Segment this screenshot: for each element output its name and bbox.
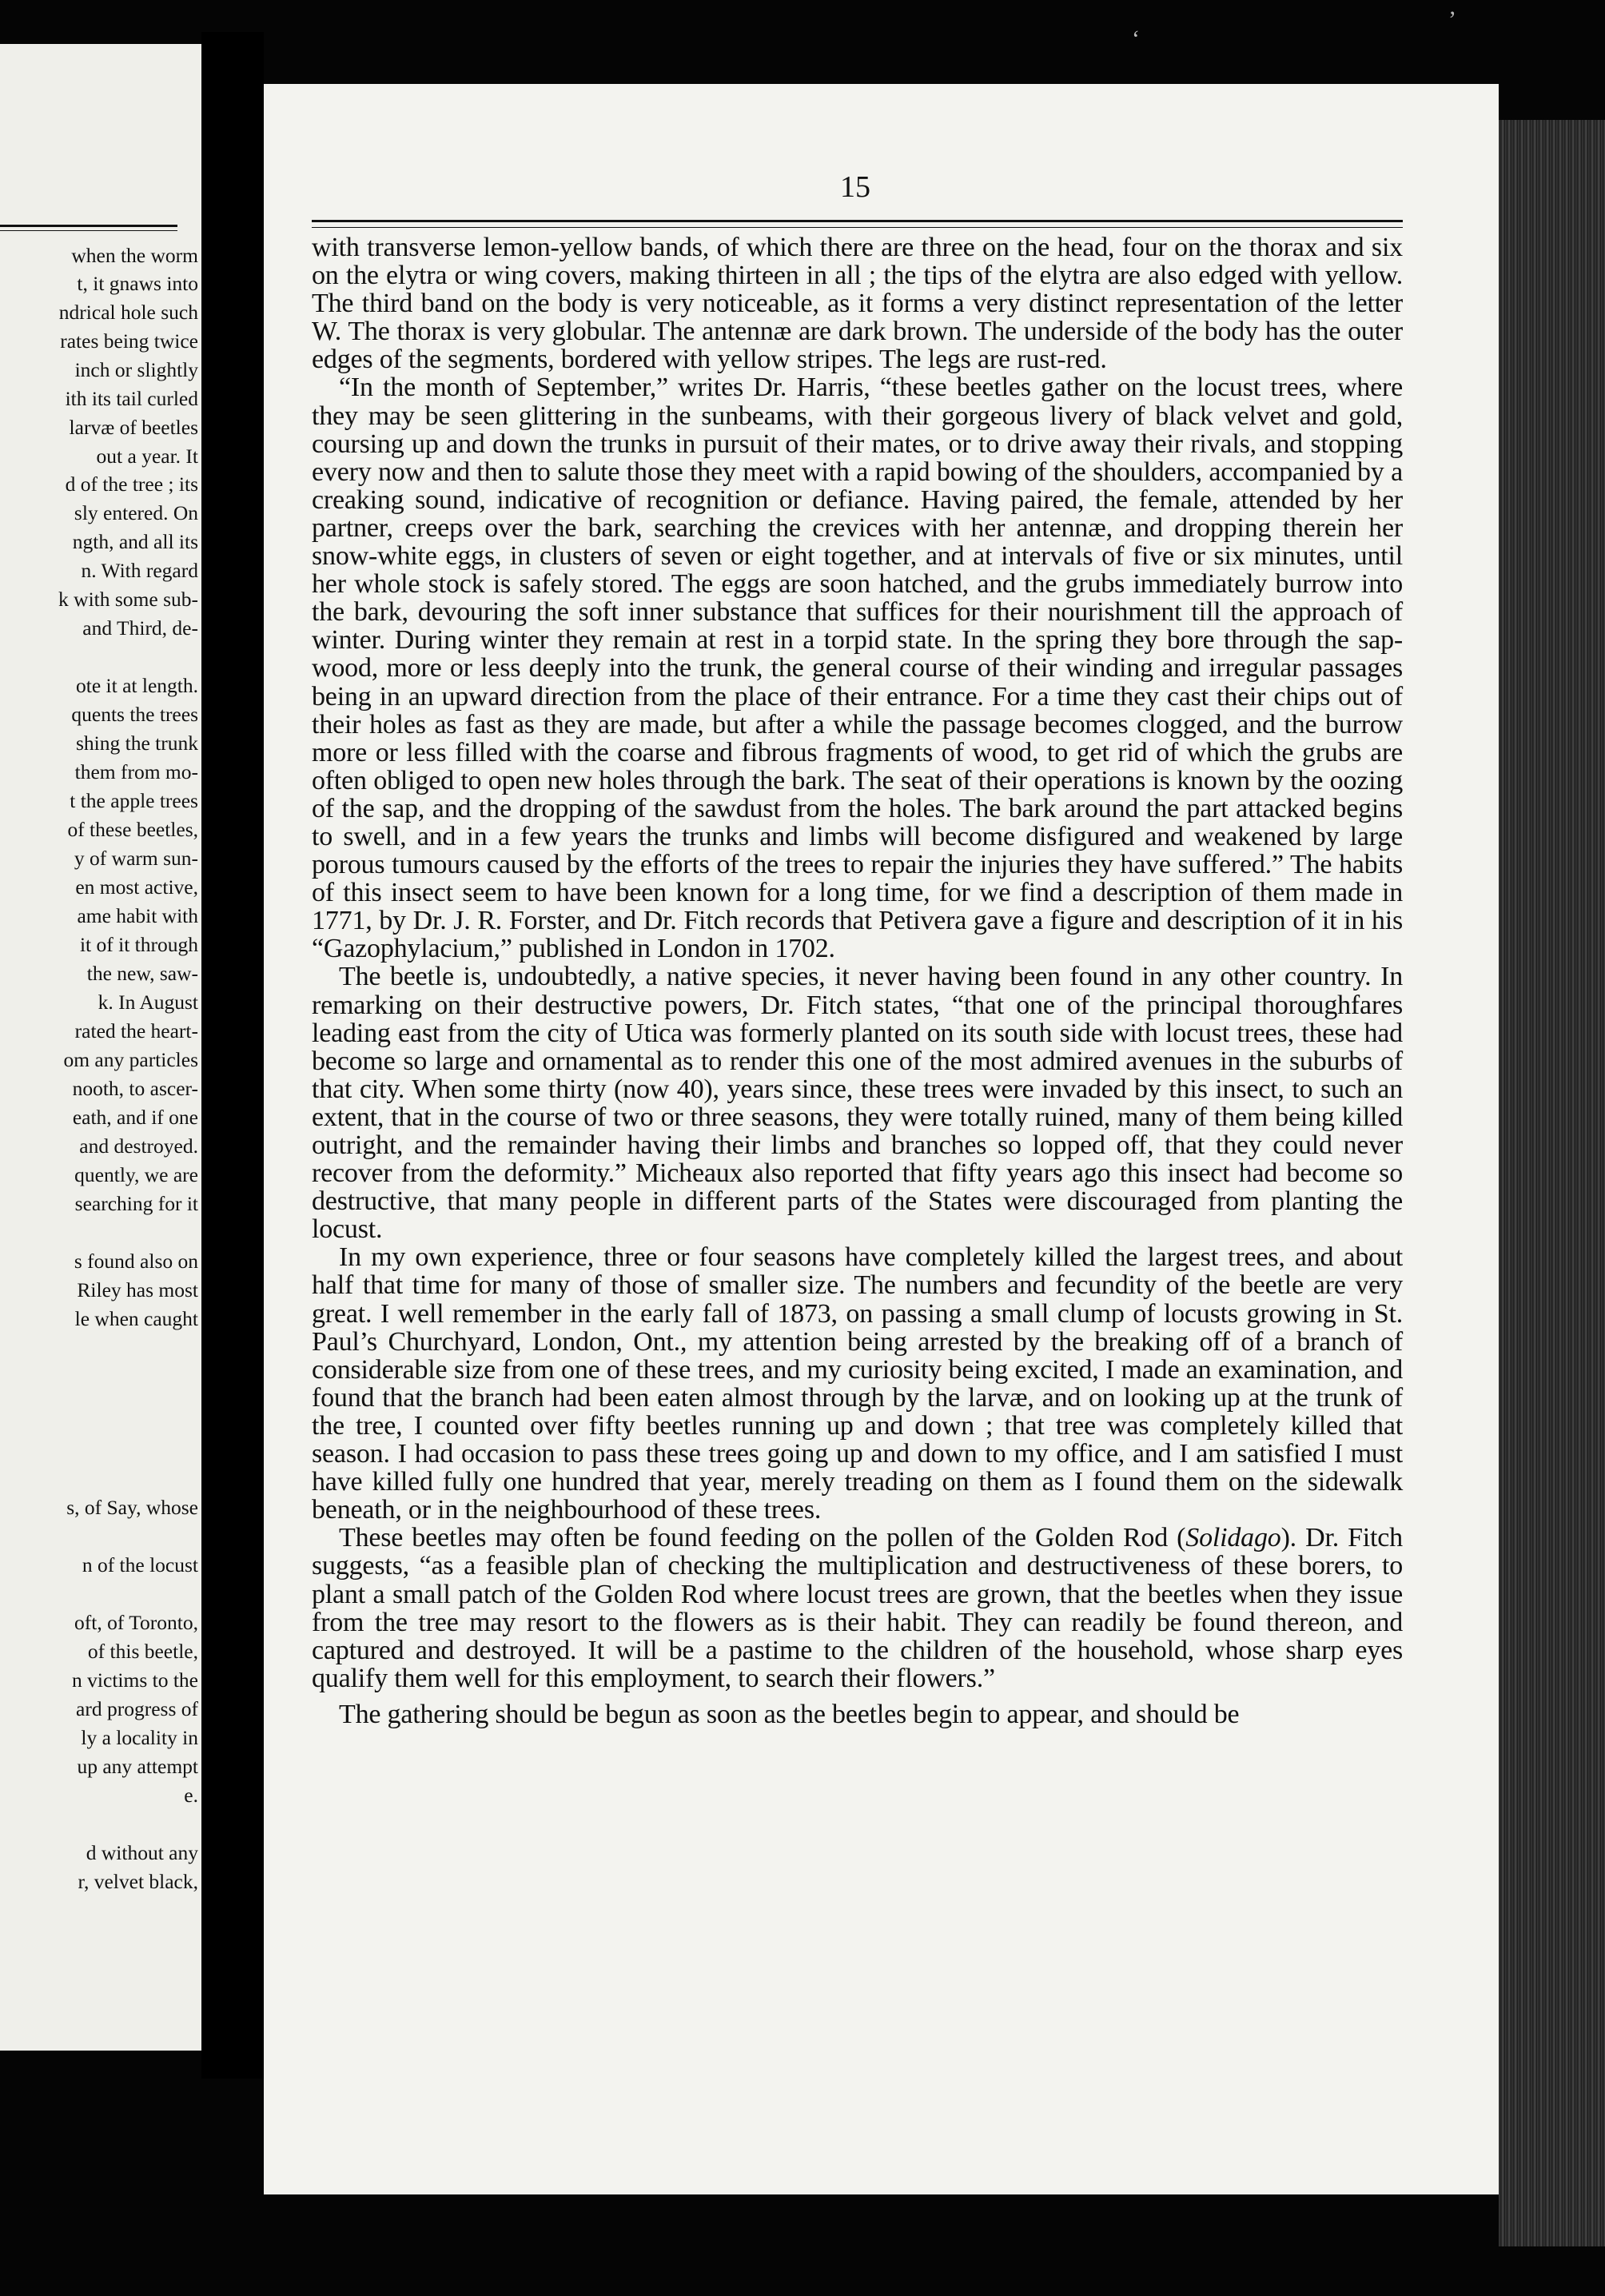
paragraph: The gathering should be begun as soon as the beetles begin to appear, and should be [339, 1699, 1240, 1729]
main-text [312, 233, 1403, 1728]
left-page-line: en most active, [75, 875, 198, 899]
left-page-line: rates being twice [60, 329, 198, 353]
paragraph [312, 1524, 1403, 1692]
left-page-line: ith its tail curled [65, 387, 198, 410]
page-edges [1499, 120, 1605, 2246]
left-page-line: the new, saw- [86, 962, 198, 985]
left-page-line: n victims to the [72, 1668, 198, 1692]
left-page-line: and destroyed. [79, 1134, 198, 1158]
left-page-fragment [0, 44, 201, 2051]
paragraph-text: These beetles may often be found feeding on the pollen of the Golden Rod ( [339, 1523, 1186, 1553]
left-page-line: up any attempt [77, 1755, 198, 1778]
header-rule [312, 220, 1403, 222]
left-page-line: d without any [86, 1841, 198, 1864]
left-page-line: ndrical hole such [58, 301, 198, 324]
left-page-line: t the apple trees [70, 789, 198, 812]
left-page-line: ame habit with [77, 904, 198, 927]
left-page-line: oft, of Toronto, [74, 1611, 198, 1634]
left-page-line: ote it at length. [76, 674, 198, 697]
left-page-line: of this beetle, [87, 1640, 198, 1663]
left-page-rule [0, 225, 177, 231]
left-page-line: when the worm [71, 244, 198, 267]
left-page-line: larvæ of beetles [69, 416, 198, 439]
left-page-line: n of the locust [82, 1553, 198, 1577]
italic-term: Solidago [1185, 1523, 1281, 1553]
left-page-line: k with some sub- [58, 588, 198, 611]
paragraph: The beetle is, undoubtedly, a native species, it never having been found in any other country. In remarking on their destructive powers, Dr. Fitch states, “that one of the principal thoroughfares leading east from the city of Utica was formerly planted on its south side with locust trees, these had become so large and ornamental as to render this one of the most admired avenues in the suburbs of that city. When some thirty (now 40), years since, these trees were invaded by this insect, to such an extent, that in the course of two or three seasons, they were totally ruined, many of them being killed outright, and the remainder having their limbs and branches so lopped off, that they could never recover from the deformity.” Micheaux also reported that fifty years ago this insect had become so destructive, that many people in different parts of the States were discouraged from planting the locust. [312, 962, 1403, 1245]
left-page-line: quents the trees [71, 703, 198, 726]
page-number: 15 [840, 170, 870, 204]
left-page-line: out a year. It [96, 444, 198, 468]
left-page-line: ngth, and all its [72, 530, 198, 553]
left-page-line: it of it through [79, 933, 198, 956]
left-page-line: and Third, de- [82, 616, 198, 640]
left-page-line: r, velvet black, [78, 1870, 198, 1893]
left-page-line: Riley has most [77, 1278, 198, 1301]
book-gutter [201, 32, 264, 2079]
left-page-line: om any particles [63, 1048, 198, 1071]
left-page-line: inch or slightly [74, 358, 198, 381]
left-page-line: shing the trunk [76, 731, 198, 755]
left-page-line: e. [184, 1784, 198, 1807]
paragraph: “In the month of September,” writes Dr. Harris, “these beetles gather on the locust trees, where they may be seen glittering in the sunbeams, with their gorgeous livery of black velvet and gold, coursing up and down the trunks in pursuit of their mates, or to drive away their rivals, and stopping every now and then to salute those they meet with a rapid bowing of the shoulders, accompanied by a creaking sound, indicative of recognition or defiance. Having paired, the female, attended by her partner, creeps over the bark, searching the crevices with her antennæ, and dropping therein her snow-white eggs, in clusters of seven or eight together, and at intervals of five or six minutes, until her whole stock is safely stored. The eggs are soon hatched, and the grubs immediately burrow into the bark, devouring the soft inner substance that suffices for their nourishment till the approach of winter. During winter they remain at rest in a torpid state. In the spring they bore through the sap-wood, more or less deeply into the trunk, the general course of their winding and irregular passages being in an upward direction from the place of their entrance. For a time they cast their chips out of their holes as fast as they are made, but after a while the passage becomes clogged, and the burrow more or less filled with the coarse and fibrous fragments of wood, to get rid of which the grubs are often obliged to open new holes through the bark. The seat of their operations is known by the oozing of the sap, and the dropping of the sawdust from the holes. The bark around the part attacked begins to swell, and in a few years the trunks and limbs will become disfigured and weakened by large porous tumours caused by the efforts of the trees to repair the injuries they have suffered.” The habits of this insect seem to have been known for a long time, for we find a description of them made in 1771, by Dr. J. R. Forster, and Dr. Fitch records that Petivera gave a figure and description of it in his “Gazophylacium,” published in London in 1702. [312, 373, 1403, 964]
left-page-line: d of the tree ; its [65, 472, 198, 496]
paragraph: with transverse lemon-yellow bands, of which there are three on the head, four on the thorax and six on the elytra or wing covers, making thirteen in all ; the tips of the elytra are also edged with yellow. The third band on the body is very noticeable, as it forms a very distinct representation of the letter W. The thorax is very globular. The antennæ are dark brown. The underside of the body has the outer edges of the segments, bordered with yellow stripes. The legs are rust-red. [312, 233, 1403, 375]
left-page-line: them from mo- [74, 760, 198, 783]
left-page-line: s, of Say, whose [66, 1496, 198, 1519]
left-page-line: quently, we are [74, 1163, 198, 1186]
left-page-line: sly entered. On [74, 501, 198, 524]
left-page-line: nooth, to ascer- [72, 1077, 198, 1100]
left-page-line: ly a locality in [81, 1726, 198, 1749]
left-page-line: rated the heart- [74, 1019, 198, 1042]
left-page-line: ard progress of [76, 1697, 198, 1720]
corner-mark: ’ [1448, 6, 1456, 33]
left-page-line: searching for it [74, 1192, 198, 1215]
left-page-line: t, it gnaws into [77, 272, 198, 295]
left-page-line: le when caught [74, 1307, 198, 1330]
left-page-line: of these beetles, [67, 818, 198, 841]
paragraph-text: ). Dr. Fitch suggests, “as a feasible plan of checking the multiplication and destructiveness of these borers, to plant a small patch of the Golden Rod where locust trees are grown, that the beetles when they issue from the tree may resort to the flowers as is their habit. They can readily be found thereon, and captured and destroyed. It will be a pastime to the children of the household, whose sharp eyes qualify them well for this employment, to search their flowers.” [312, 1523, 1403, 1693]
left-page-line: eath, and if one [72, 1106, 198, 1129]
left-page-line: y of warm sun- [74, 847, 198, 870]
left-page-line: k. In August [98, 991, 198, 1014]
header-rule-thin [312, 227, 1403, 228]
left-page-line: n. With regard [81, 559, 198, 582]
paragraph: In my own experience, three or four seasons have completely killed the largest trees, and about half that time for many of those of smaller size. The numbers and fecundity of the beetle are very great. I well remember in the early fall of 1873, on passing a small clump of locusts growing in St. Paul’s Churchyard, London, Ont., my attention being arrested by the breaking off of a branch of considerable size from one of these trees, and my curiosity being excited, I made an examination, and found that the branch had been eaten almost through by the larvæ, and on looking up at the trunk of the tree, I counted over fifty beetles running up and down ; that tree was completely killed that season. I had occasion to pass these trees going up and down to my office, and I am satisfied I must have killed fully one hundred that year, merely treading on them as I found them on the sidewalk beneath, or in the neighbourhood of these trees. [312, 1242, 1403, 1525]
corner-mark: ‘ [1132, 26, 1140, 52]
left-page-line: s found also on [74, 1250, 198, 1273]
